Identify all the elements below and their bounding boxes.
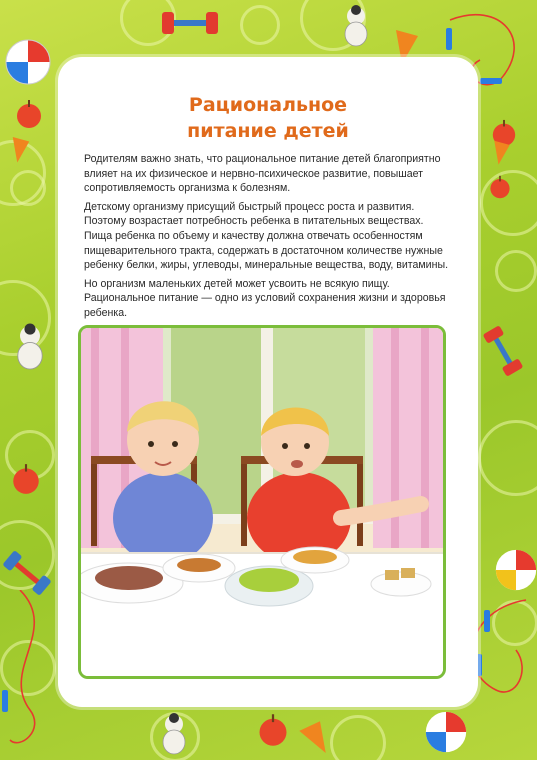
paragraph: Детскому организму присущий быстрый процесс роста и развития. Поэтому возрастает потребность ребенка в питательных веществах. Пища ребенка по объему и качеству должна отвечать особенностям пищеварительного тракта, содержать в достаточном количестве нужные ребенку белки, жиры, углеводы, минеральные вещества, воду, витамины. — [84, 200, 449, 272]
toy-bear-icon — [156, 712, 192, 758]
paragraph: Родителям важно знать, что рациональное питание детей благоприятно влияет на их физическое и нервно-психическое развитие, повышает сопротивляемость организма к болезням. — [84, 153, 441, 195]
article-body — [84, 152, 452, 325]
toy-bear-icon — [338, 4, 374, 50]
carrot-icon — [6, 134, 36, 164]
title-line-1: Рациональное — [188, 94, 348, 116]
title-line-2: питание детей — [187, 120, 349, 142]
jump-rope-icon — [0, 590, 60, 750]
illustration-art — [81, 328, 443, 676]
page-title — [58, 92, 478, 144]
toy-bear-icon — [10, 322, 50, 374]
apple-icon — [10, 462, 42, 496]
beach-ball-icon — [4, 38, 52, 86]
carrot-icon — [488, 138, 516, 166]
dumbbell-icon — [160, 8, 220, 38]
beach-ball-icon — [494, 548, 537, 592]
apple-icon — [14, 98, 44, 130]
apple-icon — [488, 174, 512, 200]
illustration-two-boys-eating — [78, 325, 446, 679]
apple-icon — [256, 712, 290, 748]
dumbbell-icon — [478, 321, 528, 381]
paragraph: Но организм маленьких детей может усвоить не всякую пищу. Рациональное питание — одно из условий сохранения жизни и здоровья ребенка. — [84, 277, 446, 319]
beach-ball-icon — [424, 710, 468, 754]
